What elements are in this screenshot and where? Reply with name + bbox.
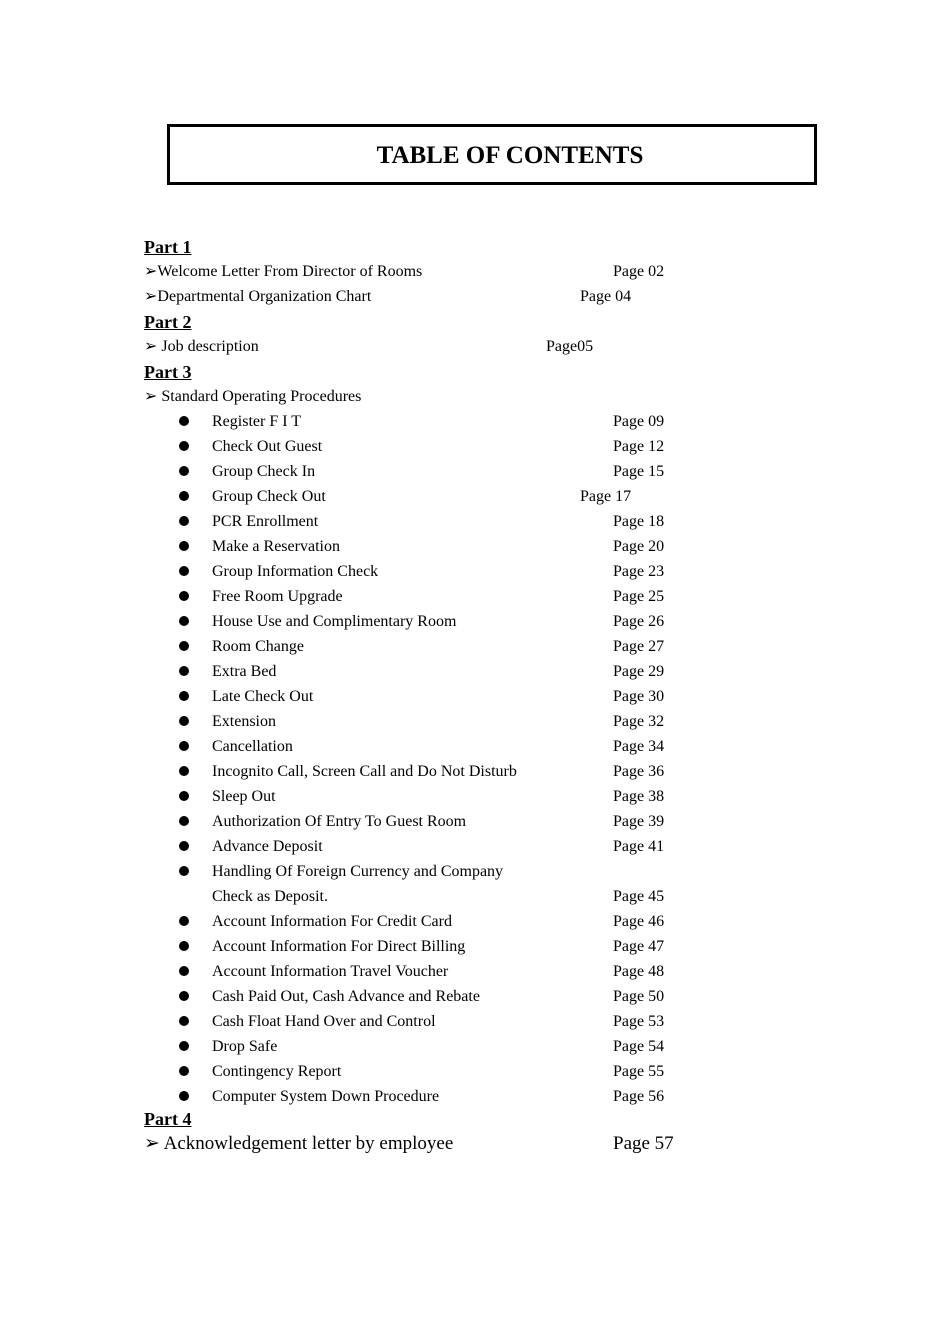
list-item-label: Group Check In (212, 463, 316, 480)
bullet-icon (179, 941, 189, 951)
list-item-page: Page 47 (613, 938, 665, 955)
toc-entry-page: Page 02 (613, 263, 665, 280)
list-item-page: Page 45 (613, 888, 665, 905)
toc-entry-label: Standard Operating Procedures (161, 388, 362, 405)
bullet-icon (179, 441, 189, 451)
list-item-page: Page 32 (613, 713, 665, 730)
list-item-label: Group Information Check (212, 563, 379, 580)
list-item-label: Make a Reservation (212, 538, 340, 555)
bullet-icon (179, 716, 189, 726)
list-item-page: Page 09 (613, 413, 665, 430)
list-item-label: Advance Deposit (212, 838, 323, 855)
list-item-page: Page 27 (613, 638, 665, 655)
bullet-icon (179, 816, 189, 826)
list-item-page: Page 18 (613, 513, 665, 530)
list-item-page: Page 36 (613, 763, 665, 780)
toc-entry-job-description (144, 337, 259, 357)
list-item-page: Page 29 (613, 663, 665, 680)
list-item-page: Page 55 (613, 1063, 665, 1080)
list-item-page: Page 15 (613, 463, 665, 480)
list-item-page: Page 56 (613, 1088, 665, 1105)
list-item-page: Page 30 (613, 688, 665, 705)
bullet-icon (179, 1016, 189, 1026)
bullet-icon (179, 791, 189, 801)
bullet-icon (179, 766, 189, 776)
list-item-label: Cash Paid Out, Cash Advance and Rebate (212, 988, 480, 1005)
list-item-page: Page 25 (613, 588, 665, 605)
bullet-icon (179, 616, 189, 626)
bullet-icon (179, 691, 189, 701)
list-item-page: Page 12 (613, 438, 665, 455)
list-item-label: Contingency Report (212, 1063, 342, 1080)
list-item-label: Computer System Down Procedure (212, 1088, 440, 1105)
bullet-icon (179, 541, 189, 551)
toc-entry-label: Departmental Organization Chart (157, 288, 372, 305)
list-item-label: Extension (212, 713, 276, 730)
part1-heading: Part 1 (144, 237, 192, 257)
bullet-icon (179, 516, 189, 526)
bullet-icon (179, 491, 189, 501)
bullet-icon (179, 1066, 189, 1076)
toc-entry-page: Page05 (546, 338, 594, 355)
bullet-icon (179, 741, 189, 751)
list-item-label: Account Information For Credit Card (212, 913, 452, 930)
bullet-icon (179, 416, 189, 426)
list-item-page: Page 38 (613, 788, 665, 805)
arrow-bullet-icon: ➢ (144, 263, 158, 280)
list-item-page: Page 46 (613, 913, 665, 930)
list-item-label: Authorization Of Entry To Guest Room (212, 813, 467, 830)
bullet-icon (179, 566, 189, 576)
toc-entry-acknowledgement (144, 1132, 453, 1156)
list-item-label: Cash Float Hand Over and Control (212, 1013, 436, 1030)
list-item-page: Page 23 (613, 563, 665, 580)
list-item-label: House Use and Complimentary Room (212, 613, 457, 630)
toc-entry-label: Job description (161, 338, 259, 355)
list-item-label: Handling Of Foreign Currency and Company (212, 863, 504, 880)
page-title: TABLE OF CONTENTS (376, 142, 644, 169)
bullet-icon (179, 641, 189, 651)
list-item-label: Register F I T (212, 413, 302, 430)
list-item-page: Page 41 (613, 838, 665, 855)
arrow-bullet-icon: ➢ (144, 288, 158, 305)
list-item-label: Group Check Out (212, 488, 326, 505)
list-item-page: Page 53 (613, 1013, 665, 1030)
list-item-page: Page 34 (613, 738, 665, 755)
toc-entry-org-chart (144, 287, 371, 307)
list-item-label: Account Information For Direct Billing (212, 938, 466, 955)
toc-entry-label: Acknowledgement letter by employee (163, 1133, 454, 1154)
list-item-page: Page 50 (613, 988, 665, 1005)
bullet-icon (179, 991, 189, 1001)
toc-entry-label: Welcome Letter From Director of Rooms (157, 263, 423, 280)
list-item-label: Room Change (212, 638, 304, 655)
list-item-label: Extra Bed (212, 663, 277, 680)
bullet-icon (179, 466, 189, 476)
list-item-page: Page 48 (613, 963, 665, 980)
toc-entry-sop (144, 387, 361, 407)
bullet-icon (179, 1041, 189, 1051)
list-item-label: PCR Enrollment (212, 513, 319, 530)
toc-entry-page: Page 04 (580, 288, 632, 305)
list-item-label: Account Information Travel Voucher (212, 963, 449, 980)
arrow-bullet-icon: ➢ (144, 338, 158, 355)
list-item-label: Check Out Guest (212, 438, 323, 455)
arrow-bullet-icon: ➢ (144, 1133, 160, 1154)
list-item-page: Page 39 (613, 813, 665, 830)
bullet-icon (179, 866, 189, 876)
list-item-label: Drop Safe (212, 1038, 278, 1055)
list-item-label: Cancellation (212, 738, 293, 755)
part3-heading: Part 3 (144, 362, 192, 382)
bullet-icon (179, 1091, 189, 1101)
bullet-icon (179, 841, 189, 851)
list-item-label: Incognito Call, Screen Call and Do Not Disturb (212, 763, 517, 780)
list-item-page: Page 26 (613, 613, 665, 630)
toc-entry-page: Page 57 (613, 1133, 674, 1154)
part4-heading: Part 4 (144, 1109, 192, 1129)
bullet-icon (179, 916, 189, 926)
list-item-page: Page 17 (580, 488, 632, 505)
list-item-page: Page 54 (613, 1038, 665, 1055)
bullet-icon (179, 591, 189, 601)
list-item-label: Free Room Upgrade (212, 588, 343, 605)
list-item-page: Page 20 (613, 538, 665, 555)
toc-entry-welcome-letter (144, 262, 422, 282)
list-item-label: Late Check Out (212, 688, 314, 705)
title-box (167, 124, 817, 185)
bullet-icon (179, 666, 189, 676)
list-item-label: Sleep Out (212, 788, 276, 805)
list-item-label-continued: Check as Deposit. (212, 888, 328, 905)
arrow-bullet-icon: ➢ (144, 388, 158, 405)
part2-heading: Part 2 (144, 312, 192, 332)
bullet-icon (179, 966, 189, 976)
